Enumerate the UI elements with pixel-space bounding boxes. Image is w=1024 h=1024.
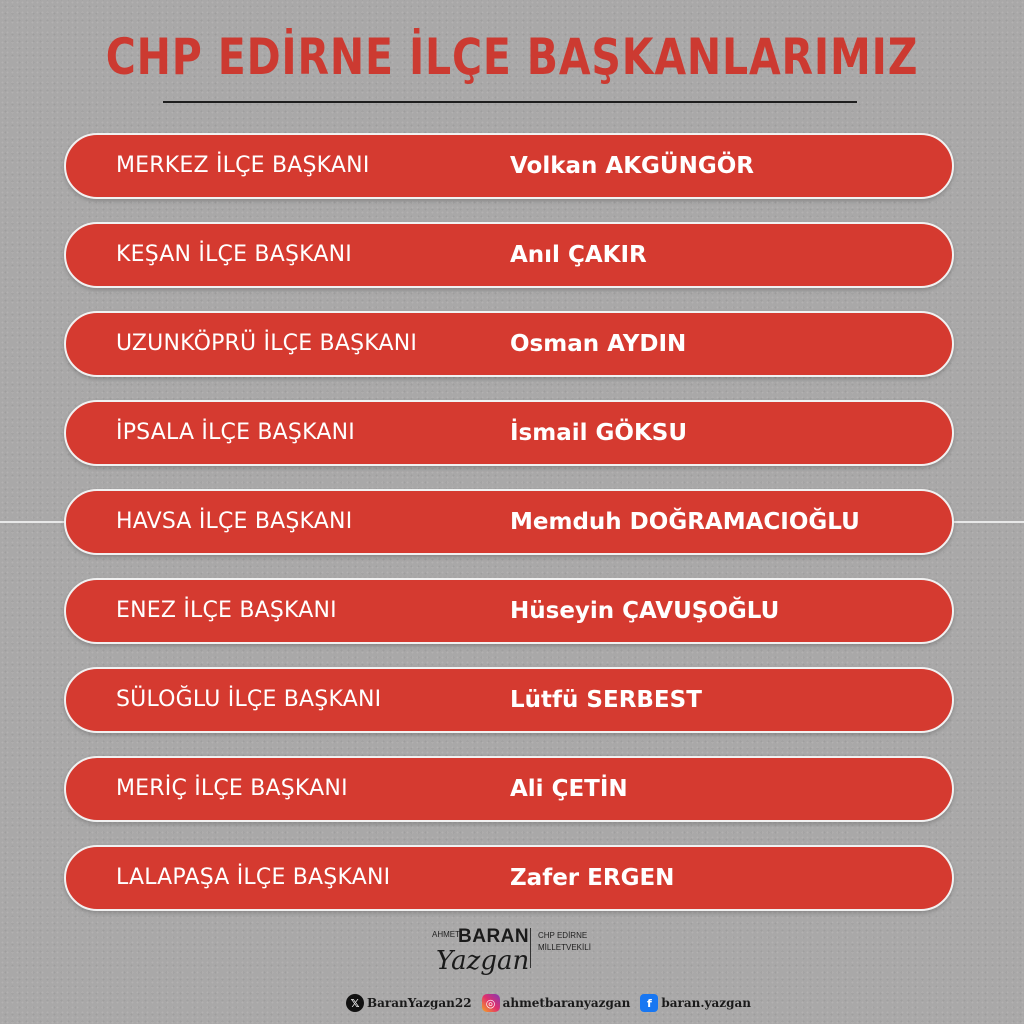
role-label: ENEZ İLÇE BAŞKANI (116, 598, 337, 623)
facebook-handle: baran.yazgan (661, 996, 752, 1010)
chair-list (64, 133, 954, 934)
person-name: Volkan AKGÜNGÖR (510, 153, 754, 179)
title-underline (163, 101, 857, 103)
party-line-1: CHP EDİRNE (538, 931, 588, 940)
left-divider-line (0, 521, 70, 523)
instagram-icon: ◎ (482, 994, 500, 1012)
person-name: Ali ÇETİN (510, 776, 628, 802)
list-item (64, 489, 954, 555)
person-name: Zafer ERGEN (510, 865, 675, 891)
signature-surname: Yazgan (436, 946, 530, 976)
instagram-link[interactable] (482, 994, 631, 1012)
social-links (346, 992, 757, 1014)
signature-title (538, 930, 591, 954)
x-link[interactable] (346, 994, 472, 1012)
x-handle: BaranYazgan22 (367, 996, 472, 1010)
list-item (64, 756, 954, 822)
list-item (64, 400, 954, 466)
role-label: İPSALA İLÇE BAŞKANI (116, 420, 355, 445)
role-label: SÜLOĞLU İLÇE BAŞKANI (116, 687, 382, 712)
party-line-2: MİLLETVEKİLİ (538, 943, 591, 952)
right-divider-line (950, 521, 1024, 523)
role-label: KEŞAN İLÇE BAŞKANI (116, 242, 352, 267)
list-item (64, 133, 954, 199)
person-name: Anıl ÇAKIR (510, 242, 647, 268)
role-label: MERİÇ İLÇE BAŞKANI (116, 776, 348, 801)
facebook-link[interactable] (640, 994, 751, 1012)
role-label: HAVSA İLÇE BAŞKANI (116, 509, 353, 534)
list-item (64, 311, 954, 377)
list-item (64, 845, 954, 911)
role-label: MERKEZ İLÇE BAŞKANI (116, 153, 370, 178)
signature-divider (530, 928, 531, 968)
instagram-handle: ahmetbaranyazgan (502, 996, 631, 1010)
page-title: CHP EDİRNE İLÇE BAŞKANLARIMIZ (105, 28, 919, 86)
person-name: Lütfü SERBEST (510, 687, 702, 713)
x-icon: 𝕏 (346, 994, 364, 1012)
list-item (64, 667, 954, 733)
person-name: Memduh DOĞRAMACIOĞLU (510, 509, 860, 535)
list-item (64, 222, 954, 288)
signature-logo (424, 924, 624, 988)
list-item (64, 578, 954, 644)
person-name: İsmail GÖKSU (510, 420, 688, 446)
role-label: LALAPAŞA İLÇE BAŞKANI (116, 865, 391, 890)
person-name: Osman AYDIN (510, 331, 687, 357)
role-label: UZUNKÖPRÜ İLÇE BAŞKANI (116, 331, 418, 356)
facebook-icon: f (640, 994, 658, 1012)
signature-middle-name: BARAN (458, 926, 530, 947)
signature-first-name: AHMET (432, 930, 460, 939)
person-name: Hüseyin ÇAVUŞOĞLU (510, 598, 780, 624)
